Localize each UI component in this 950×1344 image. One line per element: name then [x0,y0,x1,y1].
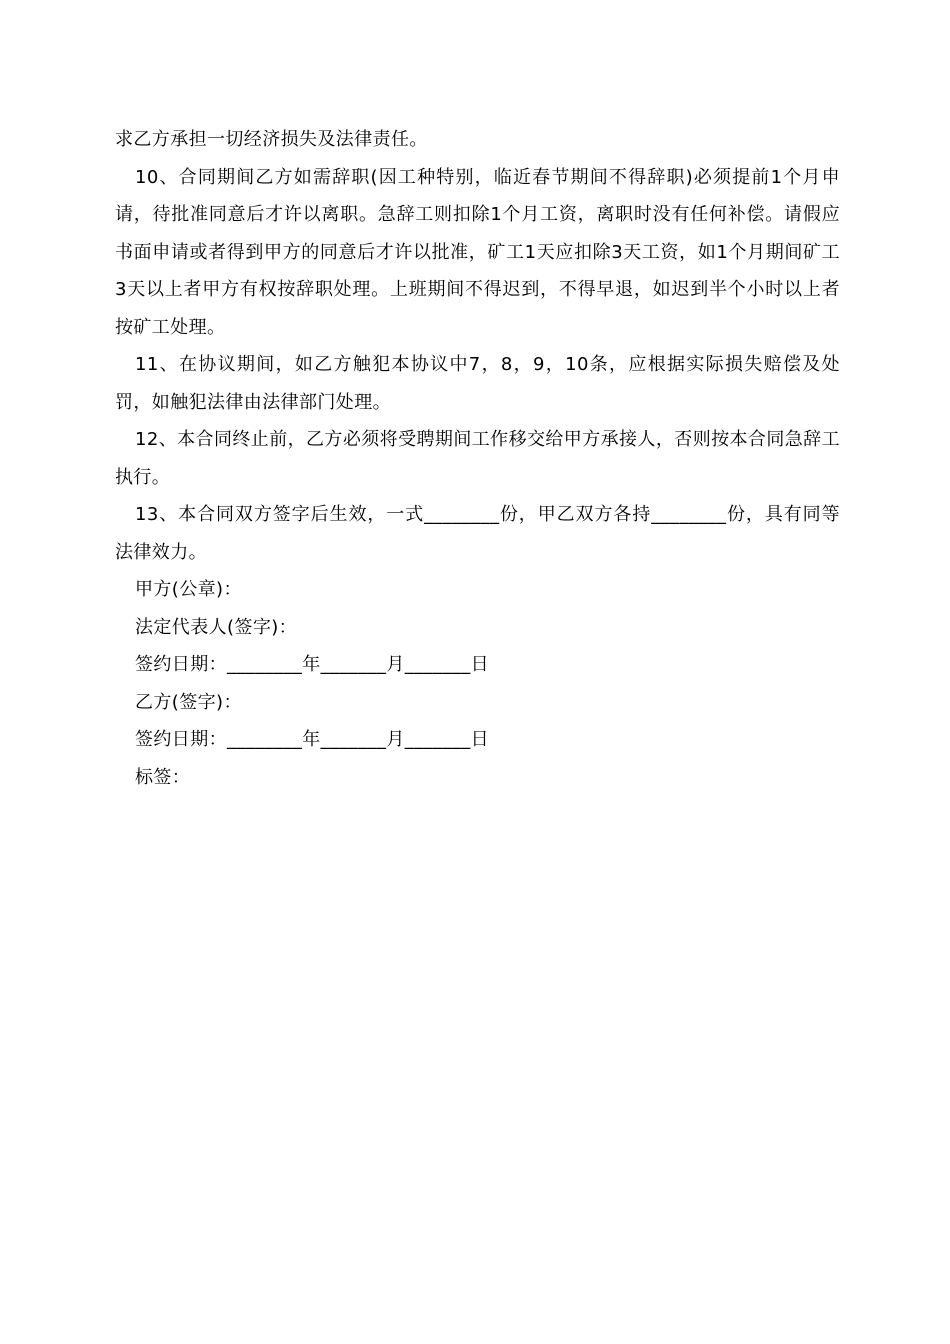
party-a-seal-line: 甲方(公章)： [135,579,242,600]
clause-12: 12、本合同终止前，乙方必须将受聘期间工作移交给甲方承接人，否则按本合同急辞工执行。 [115,429,840,488]
clause-10: 10、合同期间乙方如需辞职(因工种特别，临近春节期间不得辞职)必须提前1个月申请，待批准同意后才许以离职。急辞工则扣除1个月工资，离职时没有任何补偿。请假应书面申请或者得到甲方的同意后才许以批准，矿工1天应扣除3天工资，如1个月期间矿工3天以上者甲方有权按辞职处理。上班期间不得迟到，不得早退，如迟到半个小时以上者按矿工处理。 [115,166,840,338]
legal-rep-signature-line: 法定代表人(签字)： [135,616,298,638]
tags-line: 标签： [135,766,191,788]
sign-date-b-line: 签约日期：________年_______月_______日 [135,729,489,750]
clause-13: 13、本合同双方签字后生效，一式________份，甲乙双方各持________份，具有同等法律效力。 [115,504,840,563]
party-b-signature-line: 乙方(签字)： [135,691,242,713]
contract-body [115,121,840,796]
paragraph-continuation: 求乙方承担一切经济损失及法律责任。 [115,129,428,150]
clause-11: 11、在协议期间，如乙方触犯本协议中7，8，9，10条，应根据实际损失赔偿及处罚，如触犯法律由法律部门处理。 [115,354,840,413]
sign-date-a-line: 签约日期：________年_______月_______日 [135,654,489,675]
